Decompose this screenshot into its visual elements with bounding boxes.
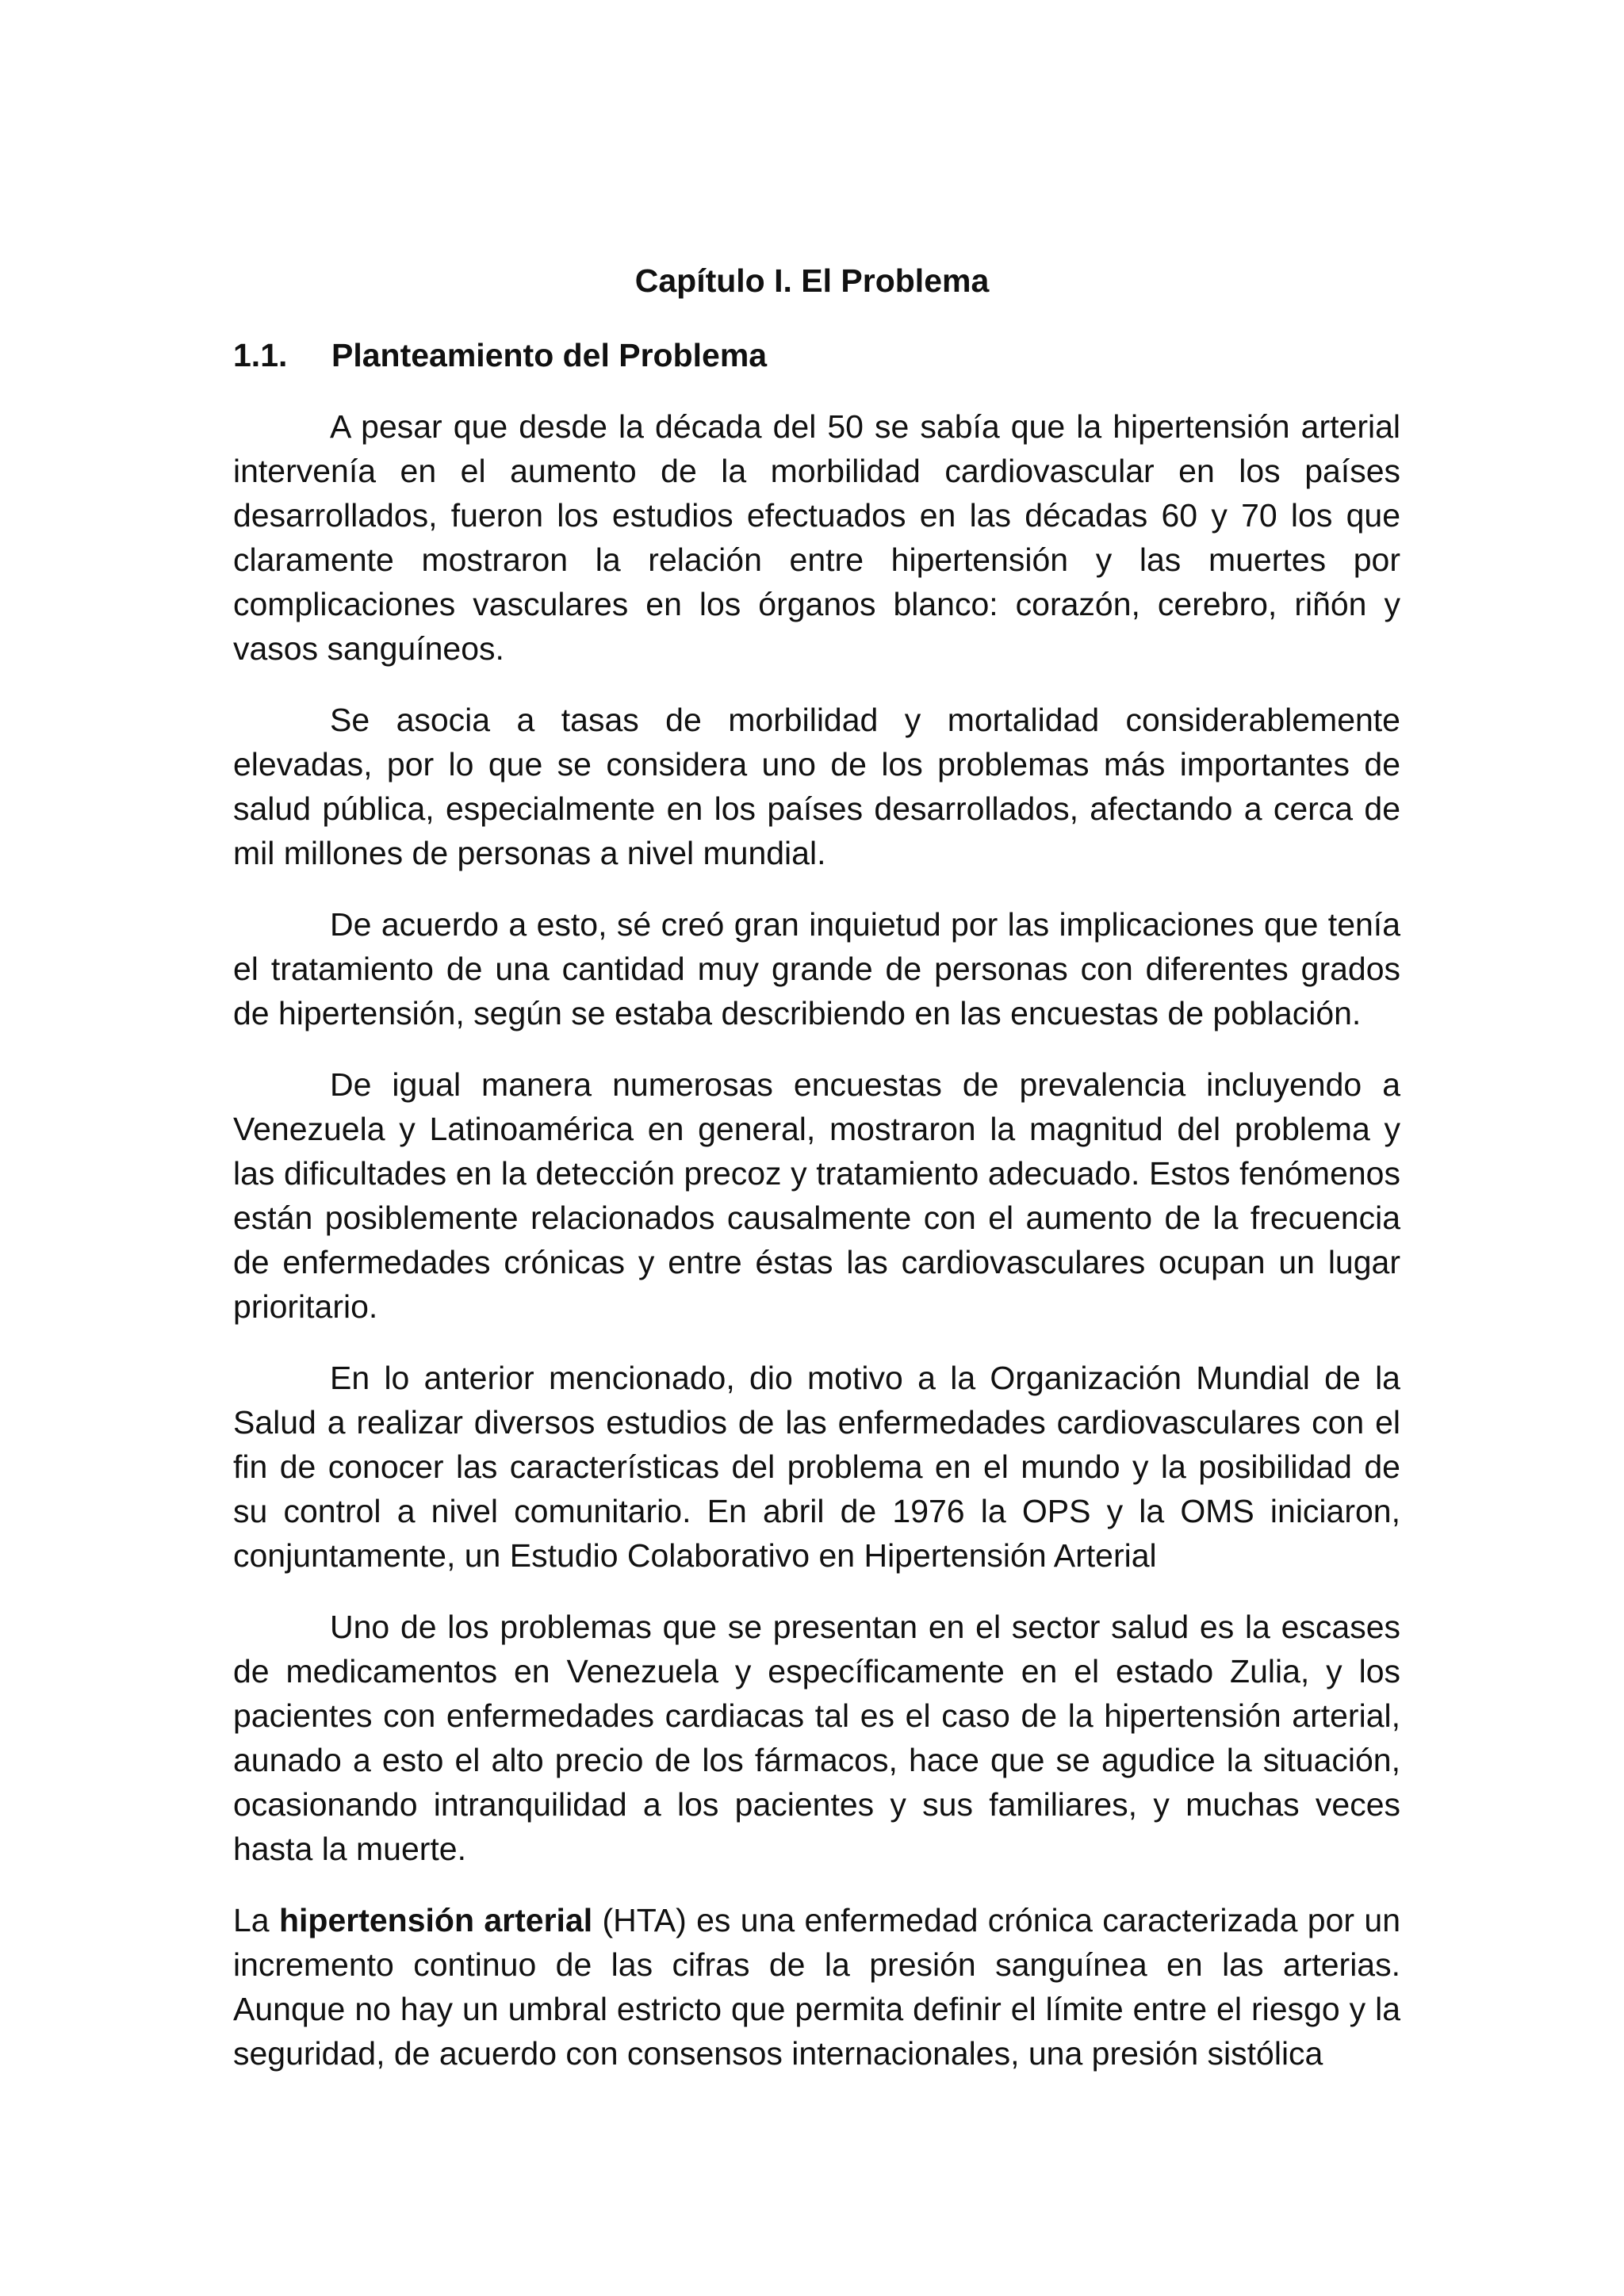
paragraph-1: A pesar que desde la década del 50 se sabía que la hipertensión arterial intervenía en el aumento de la morbilidad cardiovascular en los países desarrollados, fueron los estudios efectuados en las décadas 60 y 70 los que claramente mostraron la relación entre hipertensión y las muertes por complicaciones vasculares en los órganos blanco: corazón, cerebro, riñón y vasos sanguíneos. [233,408,1400,667]
section-heading [233,333,767,377]
body-text [233,404,1400,2103]
paragraph-3: De acuerdo a esto, sé creó gran inquietud por las implicaciones que tenía el tratamiento de una cantidad muy grande de personas con diferentes grados de hipertensión, según se estaba describiendo en las encuestas de población. [233,906,1400,1031]
paragraph-2: Se asocia a tasas de morbilidad y mortalidad considerablemente elevadas, por lo que se considera uno de los problemas más importantes de salud pública, especialmente en los países desarrollados, afectando a cerca de mil millones de personas a nivel mundial. [233,702,1400,871]
paragraph-7-lead: La [233,1902,279,1938]
paragraph-4: De igual manera numerosas encuestas de prevalencia incluyendo a Venezuela y Latinoamérica en general, mostraron la magnitud del problema y las dificultades en la detección precoz y tratamiento adecuado. Estos fenómenos están posiblemente relacionados causalmente con el aumento de la frecuencia de enfermedades crónicas y entre éstas las cardiovasculares ocupan un lugar prioritario. [233,1066,1400,1325]
paragraph-6: Uno de los problemas que se presentan en el sector salud es la escases de medicamentos en Venezuela y específicamente en el estado Zulia, y los pacientes con enfermedades cardiacas tal es el caso de la hipertensión arterial, aunado a esto el alto precio de los fármacos, hace que se agudice la situación, ocasionando intranquilidad a los pacientes y sus familiares, y muchas veces hasta la muerte. [233,1609,1400,1867]
paragraph-5: En lo anterior mencionado, dio motivo a la Organización Mundial de la Salud a realizar diversos estudios de las enfermedades cardiovasculares con el fin de conocer las características del problema en el mundo y la posibilidad de su control a nivel comunitario. En abril de 1976 la OPS y la OMS iniciaron, conjuntamente, un Estudio Colaborativo en Hipertensión Arterial [233,1360,1400,1574]
section-number: 1.1. [233,337,288,373]
paragraph-7 [233,1898,1400,2076]
defined-term: hipertensión arterial [278,1902,593,1938]
section-title: Planteamiento del Problema [331,337,768,373]
paragraph-7-rest: (HTA) es una enfermedad crónica caracterizada por un incremento continuo de las cifras de la presión sanguínea en las arterias. Aunque no hay un umbral estricto que permita definir el límite entre el riesgo y la seguridad, de acuerdo con consensos internacionales, una presión sistólica [233,1902,1400,2072]
chapter-title: Capítulo I. El Problema [634,262,990,299]
